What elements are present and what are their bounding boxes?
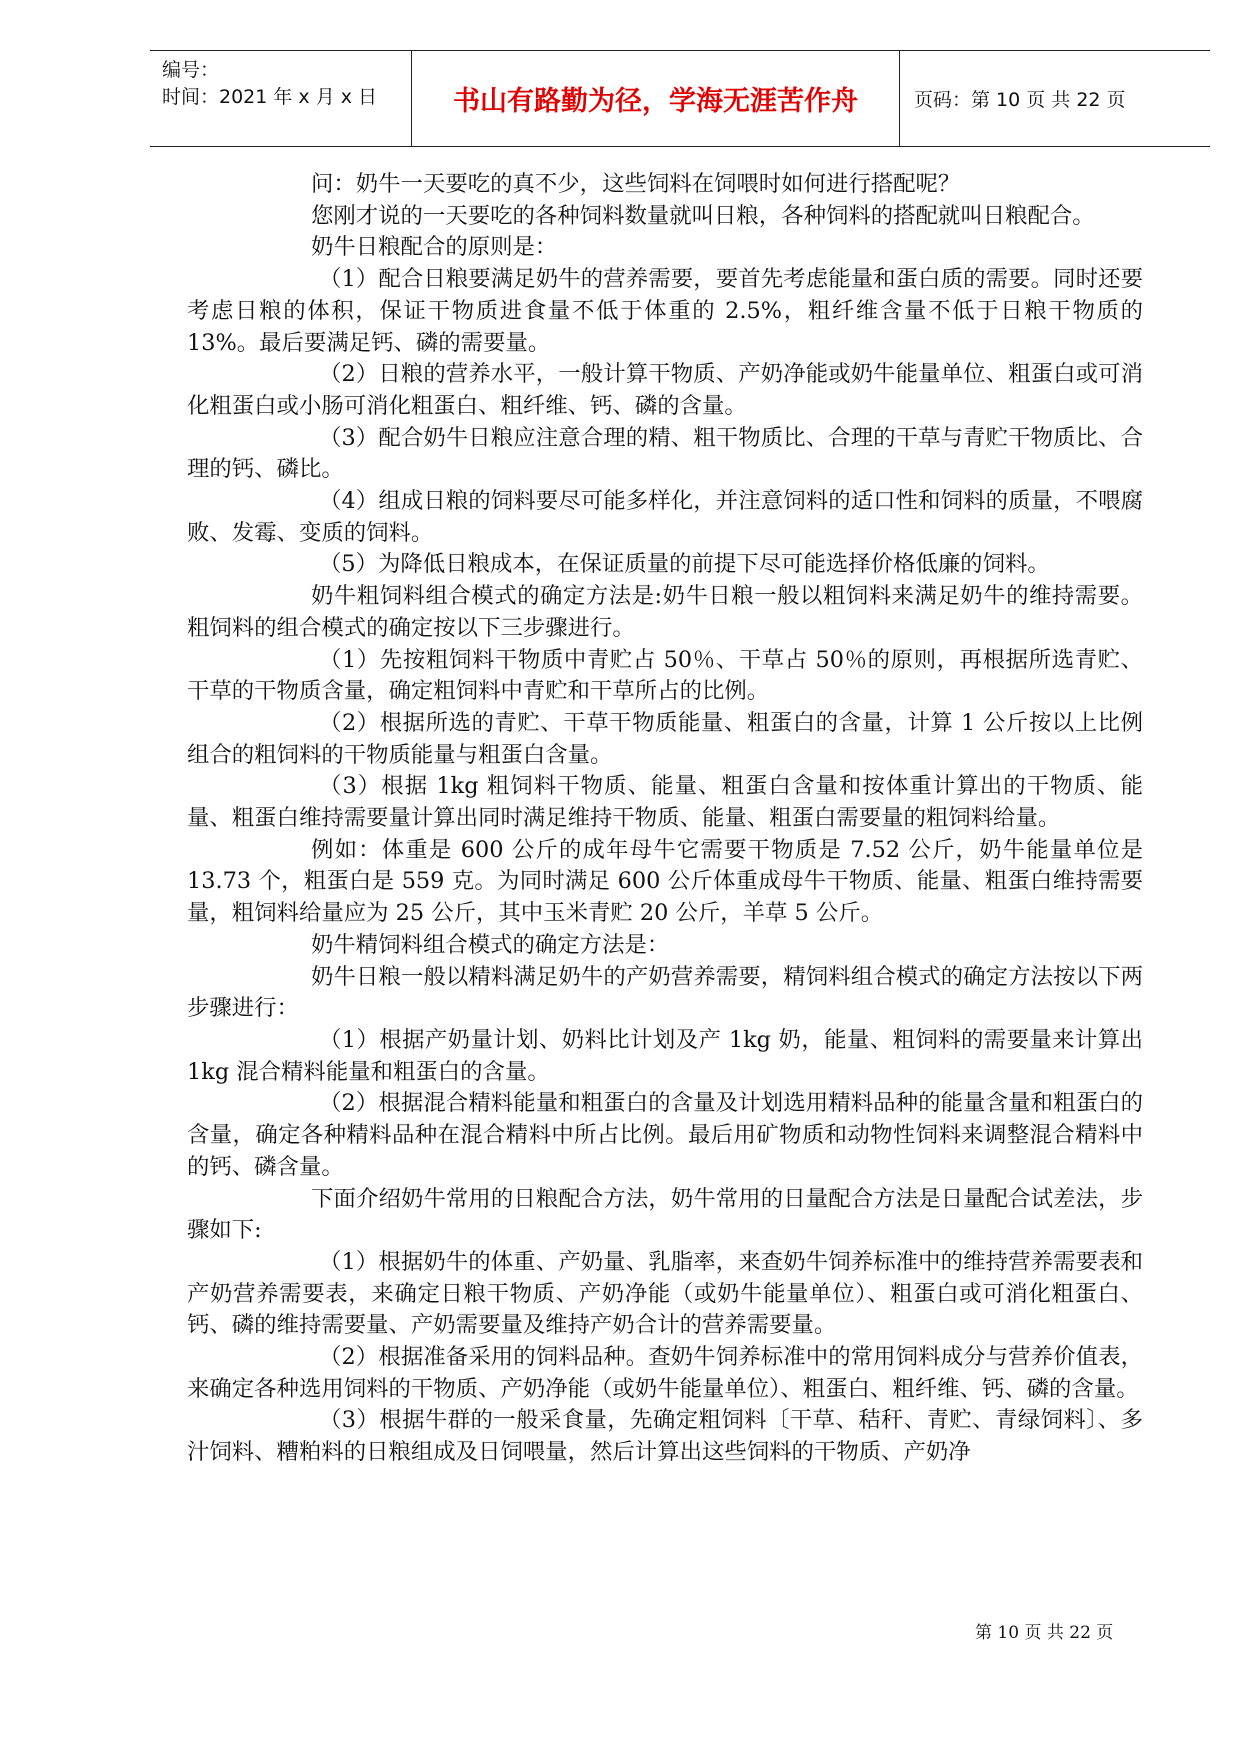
paragraph: （2）根据混合精料能量和粗蛋白的含量及计划选用精料品种的能量含量和粗蛋白的含量，确定各种精料品种在混合精料中所占比例。最后用矿物质和动物性饲料来调整混合精料中的钙、磷含量。 — [187, 1090, 1143, 1180]
header-meta — [150, 51, 412, 146]
page-footer: 第 10 页 共 22 页 — [975, 1623, 1114, 1643]
paragraph: 您刚才说的一天要吃的各种饲料数量就叫日粮，各种饲料的搭配就叫日粮配合。 — [311, 202, 1095, 229]
document-date: 时间：2021 年 x 月 x 日 — [162, 86, 378, 108]
paragraph: （3）根据 1kg 粗饲料干物质、能量、粗蛋白含量和按体重计算出的干物质、能量、粗蛋白维持需要量计算出同时满足维持干物质、能量、粗蛋白需要量的粗饲料给量。 — [187, 773, 1143, 832]
document-body — [187, 169, 1143, 1469]
paragraph: （3）配合奶牛日粮应注意合理的精、粗干物质比、合理的干草与青贮干物质比、合理的钙、磷比。 — [187, 424, 1143, 483]
paragraph: （2）根据准备采用的饲料品种。查奶牛饲养标准中的常用饲料成分与营养价值表，来确定各种选用饲料的干物质、产奶净能（或奶牛能量单位）、粗蛋白、粗纤维、钙、磷的含量。 — [187, 1344, 1143, 1402]
paragraph: 奶牛日粮配合的原则是： — [311, 234, 558, 261]
paragraph: 奶牛精饲料组合模式的确定方法是： — [311, 931, 670, 958]
header-page-info: 页码：第 10 页 共 22 页 — [914, 89, 1126, 111]
page-header — [150, 50, 1210, 147]
paragraph: 问：奶牛一天要吃的真不少，这些饲料在饲喂时如何进行搭配呢？ — [311, 171, 961, 197]
paragraph: 下面介绍奶牛常用的日粮配合方法，奶牛常用的日量配合方法是日量配合试差法，步骤如下: — [187, 1185, 1143, 1244]
paragraph: 例如：体重是 600 公斤的成年母牛它需要干物质是 7.52 公斤，奶牛能量单位是 13.73 个，粗蛋白是 559 克。为同时满足 600 公斤体重成母牛干物质、能量、粗蛋白维持需要量，粗饲料给量应为 25 公斤，其中玉米青贮 20 公斤，羊草 5 公斤。 — [187, 836, 1143, 927]
paragraph: 奶牛日粮一般以精料满足奶牛的产奶营养需要，精饲料组合模式的确定方法按以下两步骤进行： — [187, 963, 1143, 1022]
paragraph: 奶牛粗饲料组合模式的确定方法是:奶牛日粮一般以粗饲料来满足奶牛的维持需要。粗饲料的组合模式的确定按以下三步骤进行。 — [187, 583, 1143, 641]
document-number-label: 编号： — [162, 59, 220, 81]
paragraph: （5）为降低日粮成本，在保证质量的前提下尽可能选择价格低廉的饲料。 — [319, 551, 1050, 578]
paragraph: （1）根据产奶量计划、奶料比计划及产 1kg 奶，能量、粗饲料的需要量来计算出 1kg 混合精料能量和粗蛋白的含量。 — [187, 1026, 1143, 1085]
paragraph: （1）根据奶牛的体重、产奶量、乳脂率，来查奶牛饲养标准中的维持营养需要表和产奶营养需要表，来确定日粮干物质、产奶净能（或奶牛能量单位）、粗蛋白或可消化粗蛋白、钙、磷的维持需要量、产奶需要量及维持产奶合计的营养需要量。 — [187, 1248, 1143, 1339]
paragraph: （2）日粮的营养水平，一般计算干物质、产奶净能或奶牛能量单位、粗蛋白或可消化粗蛋白或小肠可消化粗蛋白、粗纤维、钙、磷的含量。 — [187, 361, 1143, 419]
paragraph: （4）组成日粮的饲料要尽可能多样化，并注意饲料的适口性和饲料的质量，不喂腐败、发霉、变质的饲料。 — [187, 488, 1143, 546]
header-motto: 书山有路勤为径，学海无涯苦作舟 — [412, 51, 900, 146]
paragraph: （1）先按粗饲料干物质中青贮占 50％、干草占 50％的原则，再根据所选青贮、干草的干物质含量，确定粗饲料中青贮和干草所占的比例。 — [187, 646, 1143, 705]
paragraph: （2）根据所选的青贮、干草干物质能量、粗蛋白的含量，计算 1 公斤按以上比例组合的粗饲料的干物质能量与粗蛋白含量。 — [187, 709, 1143, 768]
paragraph: （3）根据牛群的一般采食量，先确定粗饲料〔干草、秸秆、青贮、青绿饲料〕、多汁饲料、糟粕料的日粮组成及日饲喂量，然后计算出这些饲料的干物质、产奶净 — [187, 1407, 1143, 1466]
paragraph: （1）配合日粮要满足奶牛的营养需要，要首先考虑能量和蛋白质的需要。同时还要考虑日粮的体积，保证干物质进食量不低于体重的 2.5%，粗纤维含量不低于日粮干物质的 13%。最后要满足钙、磷的需要量。 — [187, 266, 1143, 356]
